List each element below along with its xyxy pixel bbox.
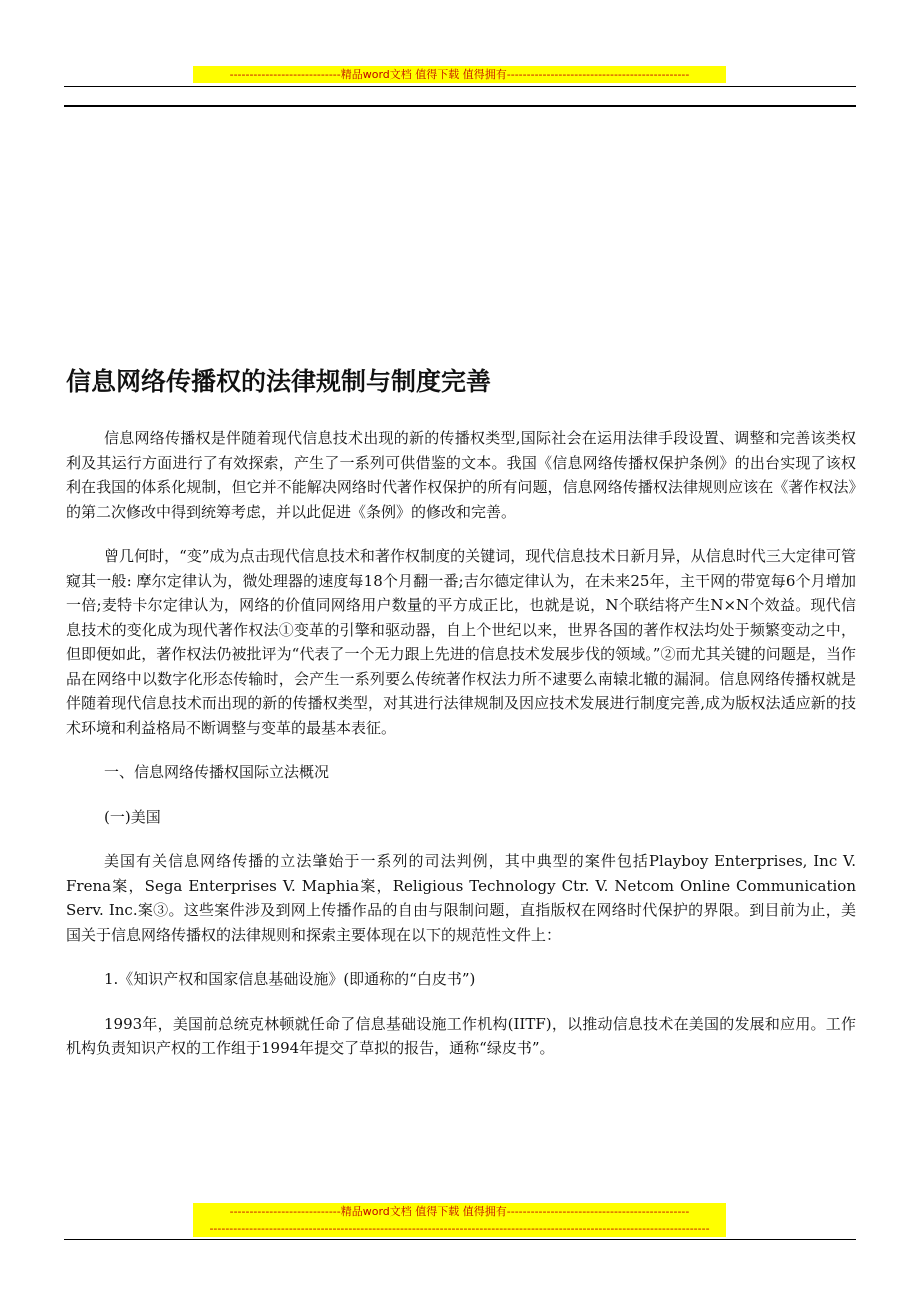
document-title: 信息网络传播权的法律规制与制度完善 xyxy=(66,367,492,396)
section-heading: 一、信息网络传播权国际立法概况 xyxy=(104,763,330,781)
document-body xyxy=(66,426,856,1081)
header-banner: ----------------------------精品word文档 值得下载 值得拥有---------------------------------------------- xyxy=(193,66,726,83)
subsection-heading: (一)美国 xyxy=(104,807,161,826)
footer-banner xyxy=(193,1203,726,1237)
header-rule xyxy=(64,86,856,87)
paragraph-us-cases: 美国有关信息网络传播的立法肇始于一系列的司法判例，其中典型的案件包括Playboy Enterprises, Inc V. Frena案，Sega Enterprises V. Maphia案，Religious Technology Ctr. V. Netcom Online Communication Serv. Inc.案③。这些案件涉及到网上传播作品的自由与限制问题，直指版权在网络时代保护的界限。到目前为止，美国关于信息网络传播权的法律规则和探索主要体现在以下的规范性文件上： xyxy=(66,852,856,944)
paragraph-intro: 信息网络传播权是伴随着现代信息技术出现的新的传播权类型,国际社会在运用法律手段设置、调整和完善该类权利及其运行方面进行了有效探索，产生了一系列可供借鉴的文本。我国《信息网络传播权保护条例》的出台实现了该权利在我国的体系化规制，但它并不能解决网络时代著作权保护的所有问题，信息网络传播权法律规则应该在《著作权法》的第二次修改中得到统筹考虑，并以此促进《条例》的修改和完善。 xyxy=(66,429,856,521)
footer-banner-line1: ----------------------------精品word文档 值得下载 值得拥有---------------------------------------------- xyxy=(229,1205,690,1218)
item-heading: 1.《知识产权和国家信息基础设施》(即通称的“白皮书”) xyxy=(104,970,476,988)
paragraph-background: 曾几何时，“变”成为点击现代信息技术和著作权制度的关键词，现代信息技术日新月异，从信息时代三大定律可管窥其一般: 摩尔定律认为，微处理器的速度每18个月翻一番;吉尔德定律认为，在未来25年，主干网的带宽每6个月增加一倍;麦特卡尔定律认为，网络的价值同网络用户数量的平方成正比，也就是说，N个联结将产生N×N个效益。现代信息技术的变化成为现代著作权法①变革的引擎和驱动器，自上个世纪以来，世界各国的著作权法均处于频繁变动之中，但即便如此，著作权法仍被批评为“代表了一个无力跟上先进的信息技术发展步伐的领域。”②而尤其关键的问题是，当作品在网络中以数字化形态传输时，会产生一系列要么传统著作权法力所不逮要么南辕北辙的漏洞。信息网络传播权就是伴随着现代信息技术而出现的新的传播权类型，对其进行法律规制及因应技术发展进行制度完善,成为版权法适应新的技术环境和利益格局不断调整与变革的最基本表征。 xyxy=(66,547,856,737)
paragraph-iitf: 1993年，美国前总统克林顿就任命了信息基础设施工作机构(IITF)，以推动信息技术在美国的发展和应用。工作机构负责知识产权的工作组于1994年提交了草拟的报告，通称“绿皮书”。 xyxy=(66,1014,856,1057)
footer-rule xyxy=(64,1239,856,1240)
footer-banner-line2: ------------------------------------------------------------------------------------------------------------------------------ xyxy=(209,1222,710,1235)
header-rule-thick xyxy=(64,105,856,107)
